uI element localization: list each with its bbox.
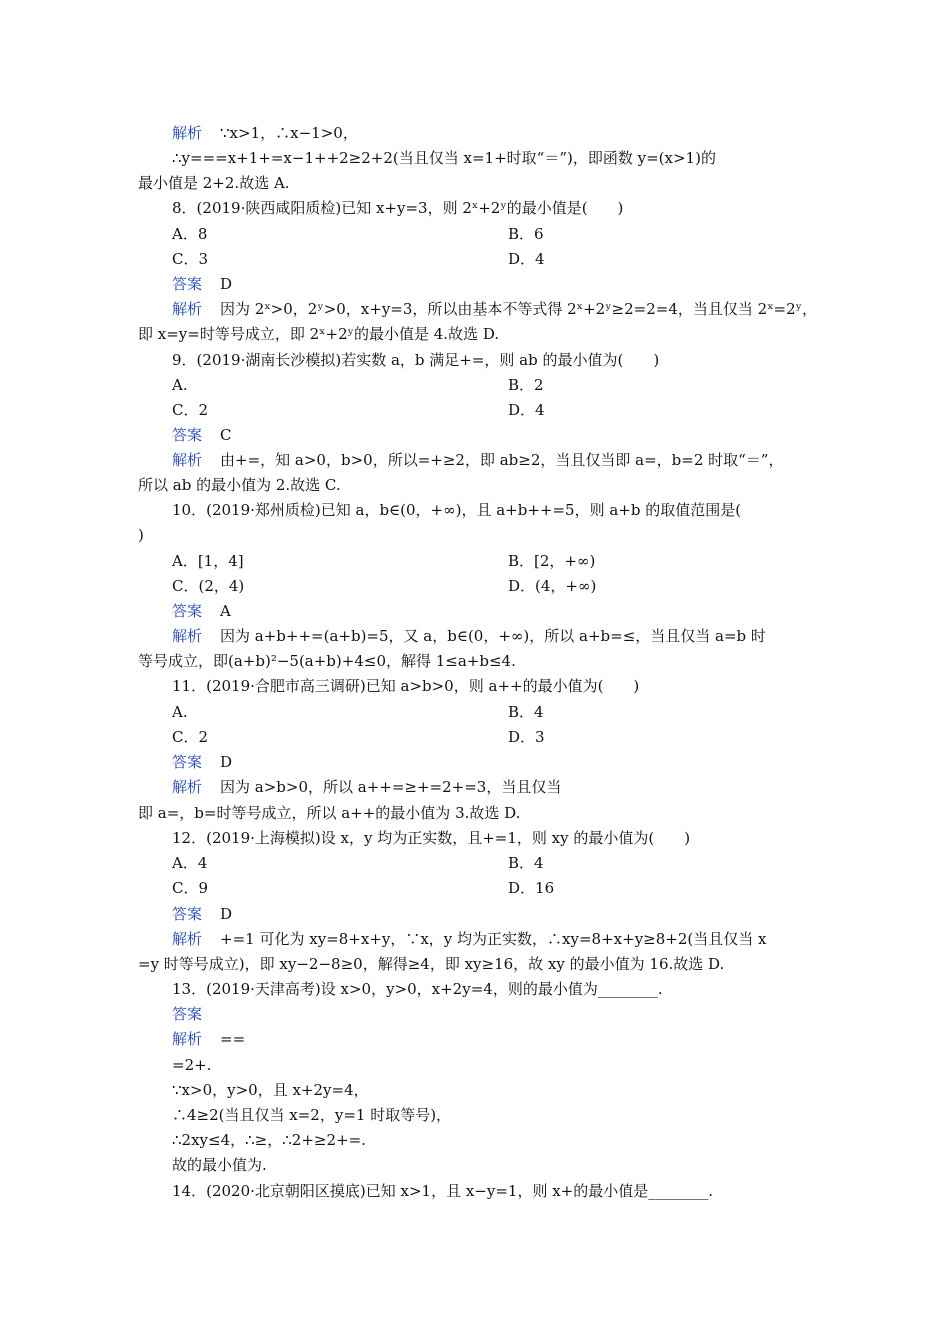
- analysis-label: 解析: [172, 124, 203, 142]
- text-line: [172, 978, 663, 1000]
- line-text: ∴y===x+1+=x−1++2≥2+2(当且仅当 x=1+时取“＝”)，即函数 y=(x>1)的: [172, 149, 716, 167]
- line-text: C．(2，4): [172, 577, 245, 595]
- text-line: [138, 650, 516, 672]
- analysis-label: 解析: [172, 1030, 203, 1048]
- answer-label: 答案: [172, 905, 203, 923]
- line-text: A: [220, 602, 231, 620]
- line-text: ==: [220, 1030, 246, 1048]
- text-line: [172, 1079, 369, 1101]
- text-line: [138, 802, 520, 824]
- text-line: [172, 928, 766, 950]
- answer-label: 答案: [172, 602, 203, 620]
- line-text: A．4: [172, 854, 208, 872]
- line-text: 因为 a+b++=(a+b)=5，又 a，b∈(0，+∞)，所以 a+b=≤，当且仅当 a=b 时: [220, 627, 766, 645]
- text-line: [172, 575, 244, 597]
- answer-label: 答案: [172, 426, 203, 444]
- text-line: [172, 877, 208, 899]
- line-text: 最小值是 2+2.故选 A.: [138, 174, 290, 192]
- text-line: [172, 499, 741, 521]
- text-line: [172, 449, 783, 471]
- line-text: 即 a=，b=时等号成立，所以 a++的最小值为 3.故选 D.: [138, 804, 521, 822]
- line-text: ): [138, 526, 144, 544]
- text-line: [172, 273, 232, 295]
- option-right: B．2: [508, 376, 544, 394]
- line-text: 8．(2019·陕西咸阳质检)已知 x+y=3，则 2ˣ+2ʸ的最小值是( ): [172, 199, 624, 217]
- option-right: D．4: [508, 250, 545, 268]
- line-text: ∵x>1，∴x−1>0，: [220, 124, 358, 142]
- text-line: [172, 726, 208, 748]
- line-text: 故的最小值为.: [172, 1156, 267, 1174]
- text-line: [172, 675, 639, 697]
- text-line: [172, 827, 690, 849]
- text-line: [138, 474, 341, 496]
- line-text: 10．(2019·郑州质检)已知 a，b∈(0，+∞)，且 a+b++=5，则 a+b 的取值范围是(: [172, 501, 742, 519]
- text-line: [172, 424, 232, 446]
- line-text: ∵x>0，y>0，且 x+2y=4，: [172, 1081, 369, 1099]
- line-text: C．9: [172, 879, 209, 897]
- line-text: =2+.: [172, 1056, 212, 1074]
- text-line: [172, 701, 188, 723]
- text-line: [138, 524, 144, 546]
- line-text: 由+=，知 a>0，b>0，所以=+≥2，即 ab≥2，当且仅当即 a=，b=2 时取“＝”，: [220, 451, 784, 469]
- text-line: [172, 147, 716, 169]
- line-text: D: [220, 275, 233, 293]
- option-right: D．(4，+∞): [508, 577, 597, 595]
- option-right: B．6: [508, 225, 544, 243]
- line-text: C: [220, 426, 232, 444]
- line-text: C．2: [172, 728, 209, 746]
- text-line: [138, 172, 290, 194]
- analysis-label: 解析: [172, 451, 203, 469]
- text-line: [172, 223, 207, 245]
- analysis-label: 解析: [172, 300, 203, 318]
- text-line: [172, 852, 207, 874]
- text-line: [172, 399, 208, 421]
- text-line: [172, 751, 232, 773]
- line-text: A.: [172, 376, 188, 394]
- text-line: [172, 1180, 713, 1202]
- text-line: [172, 197, 623, 219]
- analysis-label: 解析: [172, 627, 203, 645]
- line-text: 11．(2019·合肥市高三调研)已知 a>b>0，则 a++的最小值为( ): [172, 677, 640, 695]
- text-line: [138, 323, 499, 345]
- line-text: =y 时等号成立)，即 xy−2−8≥0，解得≥4，即 xy≥16，故 xy 的最小值为 16.故选 D.: [138, 955, 725, 973]
- text-line: [172, 374, 188, 396]
- text-line: [138, 953, 724, 975]
- text-line: [172, 1003, 220, 1025]
- text-line: [172, 122, 358, 144]
- text-line: [172, 1028, 245, 1050]
- option-right: B．[2，+∞): [508, 552, 596, 570]
- line-text: 所以 ab 的最小值为 2.故选 C.: [138, 476, 341, 494]
- line-text: 等号成立，即(a+b)²−5(a+b)+4≤0，解得 1≤a+b≤4.: [138, 652, 516, 670]
- line-text: A．8: [172, 225, 208, 243]
- option-right: D．3: [508, 728, 545, 746]
- option-right: B．4: [508, 854, 544, 872]
- line-text: D: [220, 905, 233, 923]
- answer-label: 答案: [172, 753, 203, 771]
- text-line: [172, 1154, 267, 1176]
- line-text: ∴4≥2(当且仅当 x=2，y=1 时取等号)，: [172, 1106, 452, 1124]
- line-text: 9．(2019·湖南长沙模拟)若实数 a，b 满足+=，则 ab 的最小值为( ): [172, 351, 660, 369]
- text-line: [172, 1104, 451, 1126]
- line-text: 14．(2020·北京朝阳区摸底)已知 x>1，且 x−y=1，则 x+的最小值是________.: [172, 1182, 714, 1200]
- text-line: [172, 776, 561, 798]
- text-line: [172, 248, 208, 270]
- text-line: [172, 298, 817, 320]
- line-text: 即 x=y=时等号成立，即 2ˣ+2ʸ的最小值是 4.故选 D.: [138, 325, 500, 343]
- line-text: 13．(2019·天津高考)设 x>0，y>0，x+2y=4，则的最小值为________.: [172, 980, 663, 998]
- line-text: C．2: [172, 401, 209, 419]
- option-right: D．16: [508, 879, 555, 897]
- line-text: 因为 a>b>0，所以 a++=≥+=2+=3，当且仅当: [220, 778, 562, 796]
- line-text: 12．(2019·上海模拟)设 x，y 均为正实数，且+=1，则 xy 的最小值为( ): [172, 829, 691, 847]
- option-right: D．4: [508, 401, 545, 419]
- answer-label: 答案: [172, 1005, 203, 1023]
- analysis-label: 解析: [172, 778, 203, 796]
- text-line: [172, 600, 231, 622]
- text-line: [172, 550, 244, 572]
- text-line: [172, 349, 659, 371]
- line-text: 因为 2ˣ>0，2ʸ>0，x+y=3，所以由基本不等式得 2ˣ+2ʸ≥2=2=4，当且仅当 2ˣ=2ʸ，: [220, 300, 818, 318]
- line-text: A.: [172, 703, 188, 721]
- text-line: [172, 1054, 211, 1076]
- text-line: [172, 903, 232, 925]
- line-text: +=1 可化为 xy=8+x+y，∵x，y 均为正实数，∴xy=8+x+y≥8+2(当且仅当 x: [220, 930, 767, 948]
- line-text: ∴2xy≤4，∴≥，∴2+≥2+=.: [172, 1131, 366, 1149]
- line-text: C．3: [172, 250, 209, 268]
- analysis-label: 解析: [172, 930, 203, 948]
- line-text: D: [220, 753, 233, 771]
- text-line: [172, 1129, 366, 1151]
- line-text: A．[1，4]: [172, 552, 244, 570]
- text-line: [172, 625, 766, 647]
- answer-label: 答案: [172, 275, 203, 293]
- option-right: B．4: [508, 703, 544, 721]
